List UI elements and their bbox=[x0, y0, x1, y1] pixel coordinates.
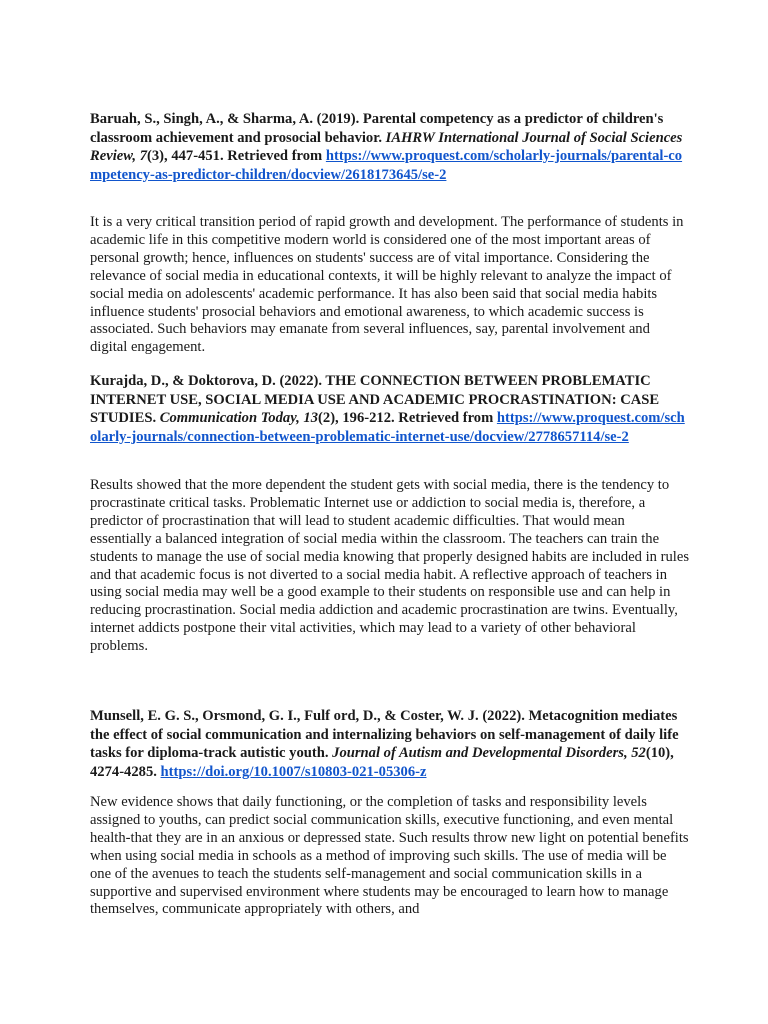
reference-journal: Communication Today, 13 bbox=[159, 410, 319, 427]
reference-details: (10), 4274-4285. bbox=[90, 745, 674, 780]
reference-journal: IAHRW International Journal of Social Sciences Review, 7 bbox=[90, 129, 683, 165]
reference-entry bbox=[90, 707, 690, 781]
reference-details: (3), 447-451. Retrieved from bbox=[147, 148, 326, 165]
reference-annotation: It is a very critical transition period of rapid growth and development. The performance of students in academic life in this competitive modern world is considered one of the most important areas of personal growth; hence, influences on students' success are of vital importance. Considering the relevance of social media in educational contexts, it will be highly relevant to analyze the impact of social media on adolescents' academic performance. It has also been said that social media habits influence students' prosocial behaviors and emotional awareness, to which academic success is associated. Such behaviors may emanate from several influences, say, parental involvement and digital engagement. bbox=[90, 214, 684, 356]
reference-authors-title: Munsell, E. G. S., Orsmond, G. I., Fulf ord, D., & Coster, W. J. (2022). Metacognition mediates the effect of social communication and internalizing behaviors on self-management of daily life tasks for diploma-track autistic youth. bbox=[90, 708, 679, 762]
reference-journal: Journal of Autism and Developmental Disorders, 52 bbox=[332, 745, 646, 762]
reference-link[interactable]: https://www.proquest.com/scholarly-journals/connection-between-problematic-internet-use/docview/2778657114/se-2 bbox=[90, 410, 685, 445]
reference-annotation: New evidence shows that daily functioning, or the completion of tasks and responsibility levels assigned to youths, can predict social communication skills, executive functioning, and even mental health-that they are in an anxious or depressed state. Such results throw new light on potential benefits when using social media in schools as a method of improving such skills. The use of media will be one of the avenues to teach the students self-management and social communication skills in a supportive and supervised environment where students may be encouraged to learn how to manage themselves, communicate appropriately with others, and bbox=[90, 794, 689, 918]
reference-entry bbox=[90, 372, 690, 446]
reference-entry bbox=[90, 110, 690, 184]
reference-details: (2), 196-212. Retrieved from bbox=[318, 410, 497, 427]
reference-link[interactable]: https://doi.org/10.1007/s10803-021-05306-z bbox=[160, 763, 427, 780]
reference-authors-title: Baruah, S., Singh, A., & Sharma, A. (2019). Parental competency as a predictor of children's classroom achievement and prosocial behavior. bbox=[90, 111, 664, 146]
reference-link[interactable]: https://www.proquest.com/scholarly-journals/parental-competency-as-predictor-children/docview/2618173645/se-2 bbox=[90, 148, 683, 183]
reference-authors-title: Kurajda, D., & Doktorova, D. (2022). THE CONNECTION BETWEEN PROBLEMATIC INTERNET USE, SOCIAL MEDIA USE AND ACADEMIC PROCRASTINATION: CASE STUDIES. bbox=[90, 373, 660, 427]
reference-annotation: Results showed that the more dependent the student gets with social media, there is the tendency to procrastinate critical tasks. Problematic Internet use or addiction to social media is, therefore, a predictor of procrastination that will lead to student academic difficulties. That would mean essentially a balanced integration of social media within the classroom. The teachers can train the students to manage the use of social media knowing that properly designed habits are included in rules and that academic focus is not diverted to a social media habit. A reflective approach of teachers in using social media may well be a good example to their students on responsible use and can help in reducing procrastination. Social media addiction and academic procrastination are twins. Eventually, internet addicts postpone their vital activities, which may lead to a variety of other behavioral problems. bbox=[90, 477, 689, 655]
